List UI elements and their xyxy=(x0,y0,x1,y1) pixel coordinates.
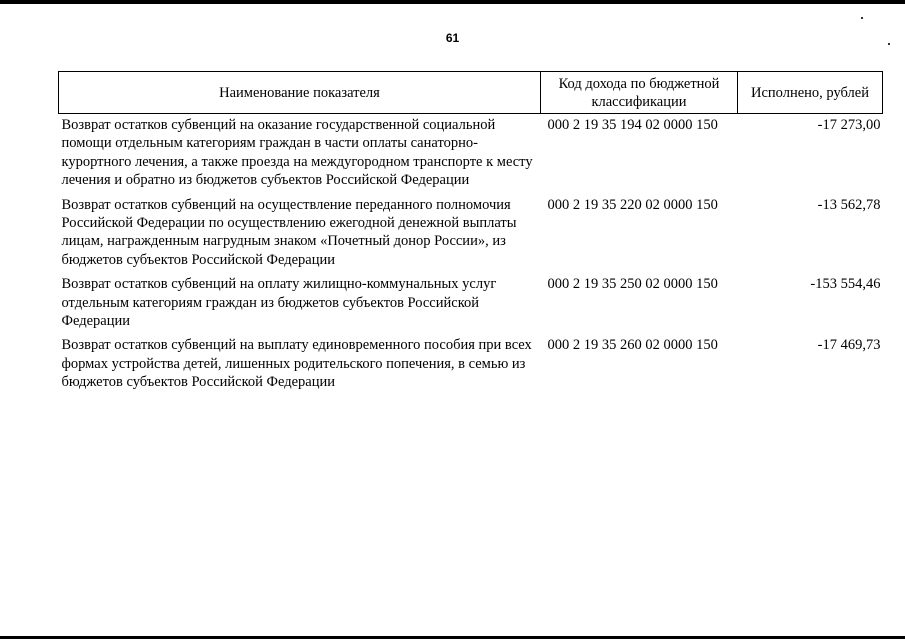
page-number: 61 xyxy=(445,31,460,45)
header-name: Наименование показателя xyxy=(59,72,541,114)
bottom-scan-border xyxy=(0,636,905,639)
row-amount: -17 469,73 xyxy=(817,337,881,354)
row-name: Возврат остатков субвенций на оказание государственной социальной помощи отдельным категориям граждан в части оплаты санаторно-курортного лечения, а также проезда на междугородном транспорте к месту лечения и обратно из бюджетов субъектов Российской Федерации xyxy=(61,117,533,189)
table-row xyxy=(59,274,883,335)
header-amount: Исполнено, рублей xyxy=(738,72,883,114)
row-code: 000 2 19 35 250 02 0000 150 xyxy=(547,276,718,293)
table-body xyxy=(59,114,883,397)
top-scan-border xyxy=(0,0,905,4)
row-name: Возврат остатков субвенций на выплату единовременного пособия при всех формах устройства детей, лишенных родительского попечения, в семью из бюджетов субъектов Российской Федерации xyxy=(61,337,532,391)
header-row xyxy=(59,72,883,114)
row-code: 000 2 19 35 220 02 0000 150 xyxy=(547,196,718,213)
table-row xyxy=(59,114,883,195)
budget-table xyxy=(58,71,883,397)
header-code: Код дохода по бюджетной классификации xyxy=(541,72,738,114)
row-code: 000 2 19 35 260 02 0000 150 xyxy=(547,337,718,354)
row-name: Возврат остатков субвенций на осуществление переданного полномочия Российской Федерации по осуществлению ежегодной денежной выплаты лицам, награжденным нагрудным знаком «Почетный донор России», из бюджетов субъектов Российской Федерации xyxy=(61,196,517,268)
scan-speck xyxy=(861,17,863,19)
row-amount: -153 554,46 xyxy=(810,276,881,293)
table-row xyxy=(59,335,883,396)
table-header xyxy=(59,72,883,114)
table-row xyxy=(59,195,883,275)
row-code: 000 2 19 35 194 02 0000 150 xyxy=(547,117,718,133)
row-name: Возврат остатков субвенций на оплату жилищно-коммунальных услуг отдельным категориям граждан из бюджетов субъектов Российской Федерации xyxy=(61,276,497,330)
row-amount: -13 562,78 xyxy=(817,196,881,213)
row-amount: -17 273,00 xyxy=(817,117,881,133)
